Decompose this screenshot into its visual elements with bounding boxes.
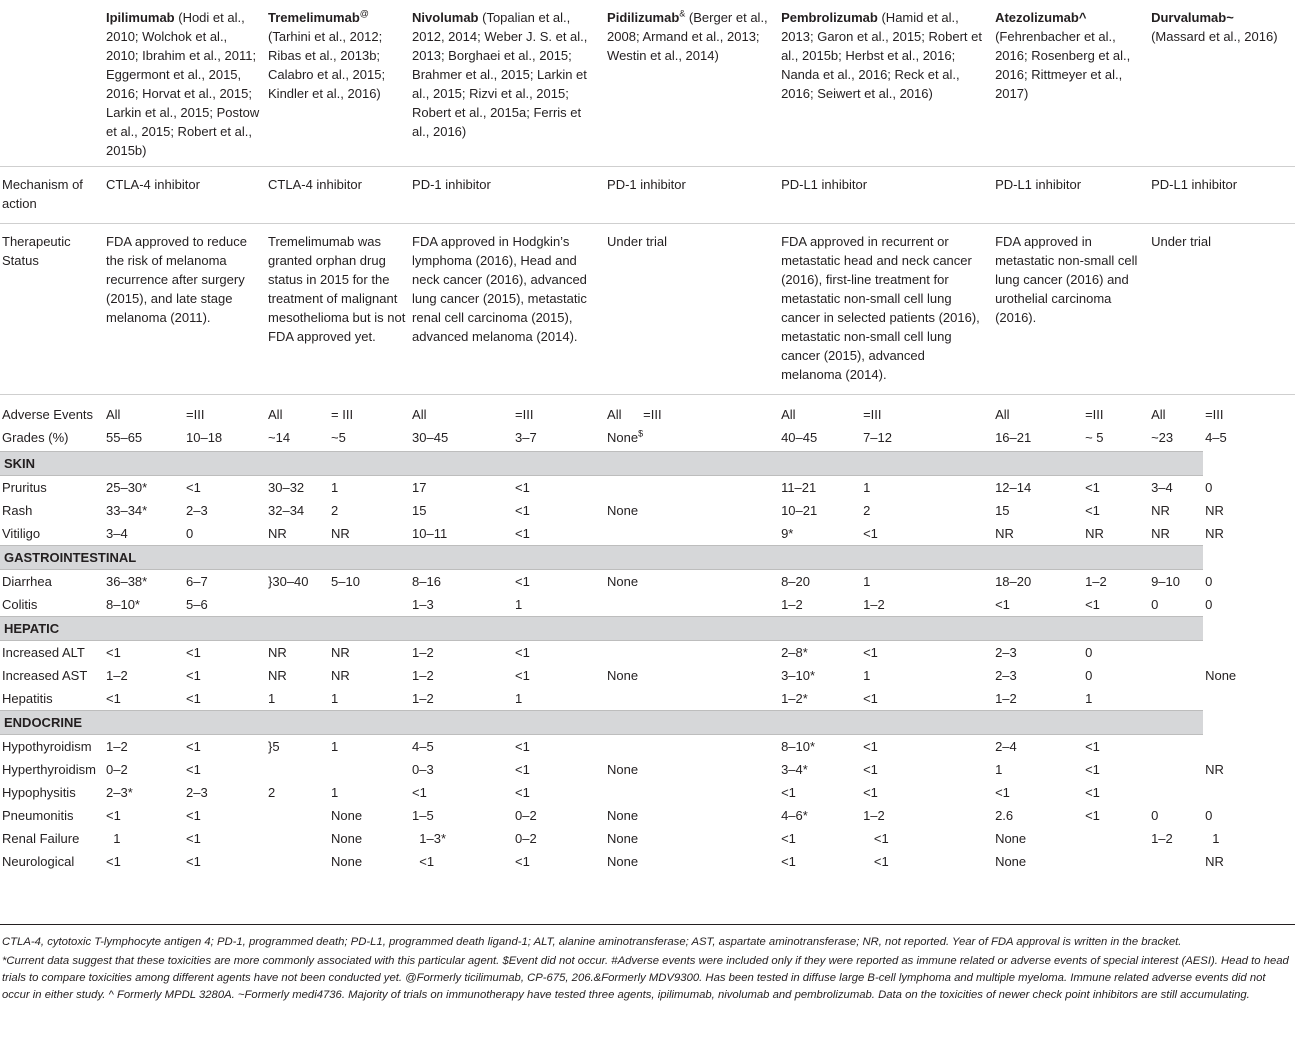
cell: PD-1 inhibitor	[607, 177, 686, 192]
cell: NR	[1205, 526, 1224, 541]
cell	[266, 827, 329, 850]
table-row	[0, 687, 1295, 711]
cell: <1	[186, 808, 201, 823]
header-blank	[0, 0, 104, 167]
cell: 2.6	[995, 808, 1014, 823]
cell: 30–45	[412, 430, 449, 445]
header-durvalumab	[1149, 0, 1295, 167]
cell: 0	[1085, 668, 1093, 683]
cell: <1	[186, 854, 201, 869]
cell: <1	[412, 854, 435, 869]
footnote-details: *Current data suggest that these toxicities are more commonly associated with this particular agent. $Event did not occur. #Adverse events were included only if they were reported as immune related or adverse events of special interest (AESI). Head to head trials to compare toxicities among different agents have not been conducted yet. @Formerly ticilimumab, CP-675, 206.&Formerly MDV9300. Has been tested in diffuse large B-cell lymphoma and multiple myeloma. Immune related adverse events did not occur in either study. ^ Formerly MPDL 3280A. ~Formerly medi4736. Majority of trials on immunotherapy have tested three agents, ipilimumab, nivolumab and pembrolizumab. Data on the toxicities of newer check point inhibitors are still accumulating.	[2, 955, 1289, 1001]
cell: 1–2	[863, 808, 885, 823]
cell: 1	[863, 480, 871, 495]
footnote-mark: @	[359, 8, 369, 19]
drug-name: Tremelimumab	[268, 10, 360, 25]
cell: 0	[1151, 808, 1159, 823]
row-label: Adverse Events	[2, 407, 94, 422]
cell: <1	[995, 597, 1010, 612]
cell: None	[331, 854, 363, 869]
cell: 17	[412, 480, 427, 495]
row-label: Mechanism of action	[2, 177, 83, 211]
table-bottom-rule	[0, 924, 1295, 925]
cell: <1	[515, 480, 530, 495]
header-nivolumab	[410, 0, 605, 167]
cell: NR	[331, 526, 350, 541]
cell: 40–45	[781, 430, 818, 445]
cell: 2	[331, 503, 339, 518]
cell: 8–10*	[106, 597, 140, 612]
cell: 0–2	[515, 831, 537, 846]
cell: 2–3	[995, 645, 1017, 660]
section-label: HEPATIC	[0, 617, 1203, 641]
cell: <1	[863, 691, 878, 706]
cell: <1	[863, 645, 878, 660]
cell: 1–3*	[412, 831, 447, 846]
cell: <1	[1085, 739, 1100, 754]
row-label: Hypophysitis	[2, 785, 76, 800]
cell: 4–5	[1205, 430, 1227, 445]
table-row	[0, 476, 1295, 500]
row-label: Pneumonitis	[2, 808, 74, 823]
cell: NR	[331, 645, 350, 660]
drug-refs: (Berger et al., 2008; Armand et al., 2013; Westin et al., 2014)	[607, 10, 768, 63]
section-header-endocrine	[0, 711, 1295, 735]
cell	[266, 593, 329, 617]
cell: <1	[781, 785, 796, 800]
drug-refs: (Tarhini et al., 2012; Ribas et al., 2013b; Calabro et al., 2015; Kindler et al., 2016)	[268, 29, 386, 101]
cell: 3–7	[515, 430, 537, 445]
cell: <1	[515, 645, 530, 660]
cell: All	[106, 407, 121, 422]
row-label: Vitiligo	[2, 526, 41, 541]
cell: <1	[186, 831, 201, 846]
cell: 0	[1205, 573, 1213, 589]
cell-text: None	[607, 430, 639, 445]
cell: 1–5	[412, 808, 434, 823]
cell: All	[412, 407, 427, 422]
cell: NR	[1151, 526, 1170, 541]
cell: None	[331, 808, 363, 823]
row-label: Increased ALT	[2, 645, 85, 660]
table-row	[0, 593, 1295, 617]
cell: <1	[863, 831, 889, 846]
row-label: Neurological	[2, 854, 75, 869]
cell: All =III	[607, 407, 662, 422]
cell: 36–38*	[106, 574, 148, 589]
cell: None	[331, 831, 363, 846]
footnote-abbreviations: CTLA-4, cytotoxic T-lymphocyte antigen 4; PD-1, programmed death; PD-L1, programmed death ligand-1; ALT, alanine aminotransferase; AST, aspartate aminotransferase; NR, not reported. Year of FDA approval is written in the bracket.	[2, 936, 1182, 948]
cell: 9–10	[1151, 574, 1180, 589]
cell: None	[995, 854, 1027, 869]
cell: ~23	[1151, 430, 1174, 445]
cell: None	[1205, 668, 1237, 683]
cell: =III	[1205, 407, 1224, 422]
cell	[1149, 758, 1203, 781]
cell: <1	[1085, 785, 1100, 800]
table-row	[0, 827, 1295, 850]
cell: 2–3*	[106, 785, 133, 800]
cell: =III	[515, 407, 534, 422]
row-label: Hypothyroidism	[2, 739, 92, 754]
cell: 1	[268, 691, 276, 706]
cell: 0–3	[412, 762, 434, 777]
drug-name: Atezolizumab^	[995, 10, 1087, 25]
cell: <1	[186, 762, 201, 777]
cell: 10–21	[781, 503, 818, 518]
drug-refs: (Topalian et al., 2012, 2014; Weber J. S. et al., 2013; Borghaei et al., 2015; Brahmer et al., 2015; Larkin et al., 2015; Rizvi et al., 2015; Robert et al., 2015a; Ferris et al., 2016)	[412, 10, 588, 139]
row-label: Grades (%)	[2, 430, 69, 445]
cell: 3–4	[106, 526, 128, 541]
cell	[605, 593, 779, 617]
cell: ~14	[268, 430, 291, 445]
cell: 0	[1085, 645, 1093, 660]
cell: 0	[1205, 479, 1213, 495]
header-atezolizumab	[993, 0, 1149, 167]
drug-refs: (Hamid et al., 2013; Garon et al., 2015; Robert et al., 2015b; Herbst et al., 2016; Nanda et al., 2016; Reck et al., 2016; Seiwert et al., 2016)	[781, 10, 982, 101]
table-row	[0, 499, 1295, 522]
cell: Under trial	[1151, 234, 1212, 249]
footnote-mark: &	[679, 8, 686, 19]
cell: FDA approved to reduce the risk of melanoma recurrence after surgery (2015), and late stage melanoma (2011).	[106, 234, 247, 325]
section-header-gi	[0, 546, 1295, 570]
cell: 4–5	[412, 739, 434, 754]
row-label: Rash	[2, 503, 33, 518]
cell: <1	[106, 808, 121, 823]
cell	[605, 424, 779, 452]
cell: 1	[331, 480, 339, 495]
row-label: Pruritus	[2, 480, 47, 495]
cell: 1	[1205, 831, 1220, 846]
cell: 1	[331, 739, 339, 754]
cell: 2	[863, 503, 871, 518]
row-label: Hyperthyroidism	[2, 762, 96, 777]
cell: <1	[863, 739, 878, 754]
row-label: Increased AST	[2, 668, 88, 683]
cell: 1–2	[106, 668, 128, 683]
cell: 1–2*	[781, 691, 808, 706]
cell: NR	[1205, 762, 1224, 777]
drug-refs: (Fehrenbacher et al., 2016; Rosenberg et al., 2016; Rittmeyer et al., 2017)	[995, 29, 1131, 101]
cell: <1	[1085, 503, 1100, 518]
cell: <1	[515, 785, 530, 800]
header-pidilizumab	[605, 0, 779, 167]
cell	[1083, 850, 1149, 873]
cell	[605, 522, 779, 546]
cell	[1149, 687, 1203, 711]
cell: 1–2	[1085, 574, 1107, 589]
table-row	[0, 850, 1295, 873]
cell: NR	[268, 645, 287, 660]
cell: 18–20	[995, 574, 1032, 589]
drug-name: Pembrolizumab	[781, 10, 878, 25]
cell: =III	[1085, 407, 1104, 422]
cell: PD-1 inhibitor	[412, 177, 491, 192]
header-ipilimumab	[104, 0, 266, 167]
cell	[266, 850, 329, 873]
cell: NR	[995, 526, 1014, 541]
cell: <1	[515, 526, 530, 541]
cell: 8–20	[781, 574, 810, 589]
cell: 1	[515, 691, 523, 706]
cell: None	[607, 854, 639, 869]
cell	[1203, 735, 1295, 759]
cell: <1	[863, 762, 878, 777]
cell: 0–2	[515, 808, 537, 823]
cell: <1	[1085, 762, 1100, 777]
cell	[605, 781, 779, 804]
cell: 0	[1151, 597, 1159, 612]
cell	[605, 687, 779, 711]
cell: 1–2	[412, 691, 434, 706]
cell: 1–3	[412, 597, 434, 612]
section-header-skin	[0, 452, 1295, 476]
cell: 15	[412, 503, 427, 518]
cell: None	[607, 831, 639, 846]
cell: <1	[412, 785, 427, 800]
cell: 12–14	[995, 480, 1032, 495]
drug-refs: (Hodi et al., 2010; Wolchok et al., 2010; Ibrahim et al., 2011; Eggermont et al., 2015, 2016; Horvat et al., 2015; Larkin et al., 2015; Postow et al., 2015; Robert et al., 2015b)	[106, 10, 260, 158]
cell: 2–3	[186, 785, 208, 800]
cell	[1149, 850, 1203, 873]
cell: ~5	[331, 430, 346, 445]
drug-name: Pidilizumab	[607, 10, 680, 25]
cell: NR	[1205, 854, 1224, 869]
table-row	[0, 781, 1295, 804]
section-label: ENDOCRINE	[0, 711, 1203, 735]
cell: All	[995, 407, 1010, 422]
table-row	[0, 641, 1295, 665]
cell: 1	[863, 574, 871, 589]
cell: 5–6	[186, 597, 208, 612]
cell: 1–2	[106, 739, 128, 754]
cell: <1	[781, 831, 796, 846]
cell	[266, 804, 329, 827]
cell: <1	[515, 854, 530, 869]
drug-name: Durvalumab~	[1151, 10, 1234, 25]
cell: 8–16	[412, 574, 441, 589]
cell	[1149, 781, 1203, 804]
cell: All	[268, 407, 283, 422]
cell: 1–2	[781, 597, 803, 612]
row-label: Hepatitis	[2, 691, 53, 706]
cell: FDA approved in metastatic non-small cell lung cancer (2016) and urothelial carcinoma (2016).	[995, 234, 1138, 325]
cell: NR	[1151, 503, 1170, 518]
drug-name: Ipilimumab	[106, 10, 175, 25]
cell: 1	[863, 668, 871, 683]
cell: 7–12	[863, 430, 892, 445]
cell	[329, 758, 410, 781]
cell: <1	[1085, 597, 1100, 612]
cell: 25–30*	[106, 480, 148, 495]
cell: <1	[1085, 808, 1100, 823]
cell: PD-L1 inhibitor	[995, 177, 1082, 192]
cell: 10–11	[412, 526, 448, 541]
cell: 2–4	[995, 739, 1017, 754]
cell: 11–21	[781, 480, 817, 495]
cell: CTLA-4 inhibitor	[268, 177, 362, 192]
table-row	[0, 664, 1295, 687]
section-header-hepatic	[0, 617, 1295, 641]
row-label: Colitis	[2, 597, 38, 612]
cell: NR	[1205, 503, 1224, 518]
cell: <1	[186, 691, 201, 706]
row-label: Renal Failure	[2, 831, 80, 846]
cell: <1	[863, 526, 878, 541]
cell: 1	[331, 691, 339, 706]
cell: 1	[331, 785, 339, 800]
section-label: SKIN	[0, 452, 1203, 476]
cell: 1–2	[1151, 831, 1173, 846]
cell: 0–2	[106, 762, 128, 777]
cell: 0	[1205, 597, 1213, 612]
cell: NR	[1085, 526, 1104, 541]
cell: FDA approved in recurrent or metastatic head and neck cancer (2016), first-line treatment for metastatic non-small cell lung cancer in selected patients (2016), metastatic non-small cell lung cancer (2015), advanced melanoma (2014).	[781, 234, 980, 382]
cell	[1203, 781, 1295, 804]
cell: 1	[515, 597, 523, 612]
cell: <1	[515, 762, 530, 777]
cell: 9*	[781, 526, 794, 541]
cell	[605, 476, 779, 500]
cell	[1083, 827, 1149, 850]
cell: 4–6*	[781, 808, 808, 823]
cell: None	[607, 574, 639, 589]
table-row	[0, 804, 1295, 827]
cell: 0	[1205, 808, 1213, 823]
cell: 55–65	[106, 430, 143, 445]
cell: }5	[268, 739, 280, 754]
cell: <1	[781, 854, 796, 869]
cell: <1	[515, 668, 530, 683]
table-row	[0, 570, 1295, 594]
header-row	[0, 0, 1295, 167]
cell	[1203, 641, 1295, 665]
cell: None	[607, 762, 639, 777]
cell	[1149, 641, 1203, 665]
cell	[1149, 664, 1203, 687]
cell: Under trial	[607, 234, 668, 249]
cell: <1	[186, 645, 201, 660]
cell: <1	[515, 739, 530, 754]
cell: None	[995, 831, 1027, 846]
table-row	[0, 758, 1295, 781]
cell: <1	[515, 503, 530, 518]
cell: =III	[863, 407, 882, 422]
cell	[605, 641, 779, 665]
cell: 1	[995, 762, 1003, 777]
cell: None	[607, 503, 639, 518]
cell: }30–40	[268, 574, 309, 589]
cell: 1	[106, 831, 121, 846]
cell: <1	[1085, 480, 1100, 495]
cell: 10–18	[186, 430, 223, 445]
cell: All	[781, 407, 796, 422]
cell: 8–10*	[781, 739, 816, 754]
cell: 1–2	[863, 597, 885, 612]
cell: PD-L1 inhibitor	[1151, 177, 1238, 192]
cell: 32–34	[268, 503, 305, 518]
table-footnotes	[2, 934, 1292, 1006]
cell: 2–3	[186, 503, 208, 518]
cell: ~ 5	[1085, 430, 1104, 445]
cell: 2	[268, 785, 276, 800]
cell	[266, 758, 329, 781]
cell: <1	[515, 574, 530, 589]
cell: <1	[106, 854, 121, 869]
cell: NR	[268, 668, 287, 683]
cell: 3–4*	[781, 762, 808, 777]
cell: 3–10*	[781, 668, 816, 683]
therapeutic-status-row	[0, 224, 1295, 395]
cell	[1149, 735, 1203, 759]
cell: None	[607, 808, 639, 823]
header-tremelimumab	[266, 0, 410, 167]
cell: = III	[331, 407, 354, 422]
cell: 6–7	[186, 574, 208, 589]
cell: <1	[186, 480, 201, 495]
cell: 2–8*	[781, 645, 808, 660]
cell: 5–10	[331, 574, 360, 589]
row-label: Diarrhea	[2, 574, 52, 589]
cell: Tremelimumab was granted orphan drug status in 2015 for the treatment of malignant mesothelioma but is not FDA approved yet.	[268, 234, 406, 344]
cell: 33–34*	[106, 503, 148, 518]
cell	[329, 593, 410, 617]
cell: =III	[186, 407, 205, 422]
cell: <1	[186, 739, 201, 754]
cell: PD-L1 inhibitor	[781, 177, 868, 192]
cell: CTLA-4 inhibitor	[106, 177, 200, 192]
cell: None	[607, 668, 639, 683]
table-row	[0, 522, 1295, 546]
cell: 16–21	[995, 430, 1032, 445]
cell: 1–2	[412, 668, 434, 683]
cell: <1	[863, 785, 878, 800]
cell: 1–2	[412, 645, 434, 660]
mechanism-row	[0, 167, 1295, 224]
cell: <1	[186, 668, 201, 683]
cell: 3–4	[1151, 480, 1173, 495]
header-pembrolizumab	[779, 0, 993, 167]
cell: 2–3	[995, 668, 1017, 683]
table-row	[0, 735, 1295, 759]
adverse-events-header-row	[0, 395, 1295, 425]
row-label: Therapeutic Status	[2, 234, 71, 268]
drug-refs: (Massard et al., 2016)	[1151, 29, 1278, 44]
cell: NR	[268, 526, 287, 541]
cell: 0	[186, 526, 194, 541]
section-label: GASTROINTESTINAL	[0, 546, 1203, 570]
cell: NR	[331, 668, 350, 683]
cell: 30–32	[268, 480, 305, 495]
cell: 1–2	[995, 691, 1017, 706]
cell	[605, 735, 779, 759]
cell: FDA approved in Hodgkin’s lymphoma (2016), Head and neck cancer (2016), advanced lung cancer (2015), metastatic renal cell carcinoma (2015), advanced melanoma (2014).	[412, 234, 587, 344]
cell: <1	[106, 645, 121, 660]
cell: <1	[106, 691, 121, 706]
cell: 1	[1085, 691, 1093, 706]
cell: <1	[863, 854, 889, 869]
grades-row	[0, 424, 1295, 452]
cell	[1203, 687, 1295, 711]
cell: All	[1151, 407, 1166, 422]
cell: 15	[995, 503, 1010, 518]
cell: <1	[995, 785, 1010, 800]
drug-name: Nivolumab	[412, 10, 479, 25]
footnote-mark: $	[638, 428, 644, 439]
